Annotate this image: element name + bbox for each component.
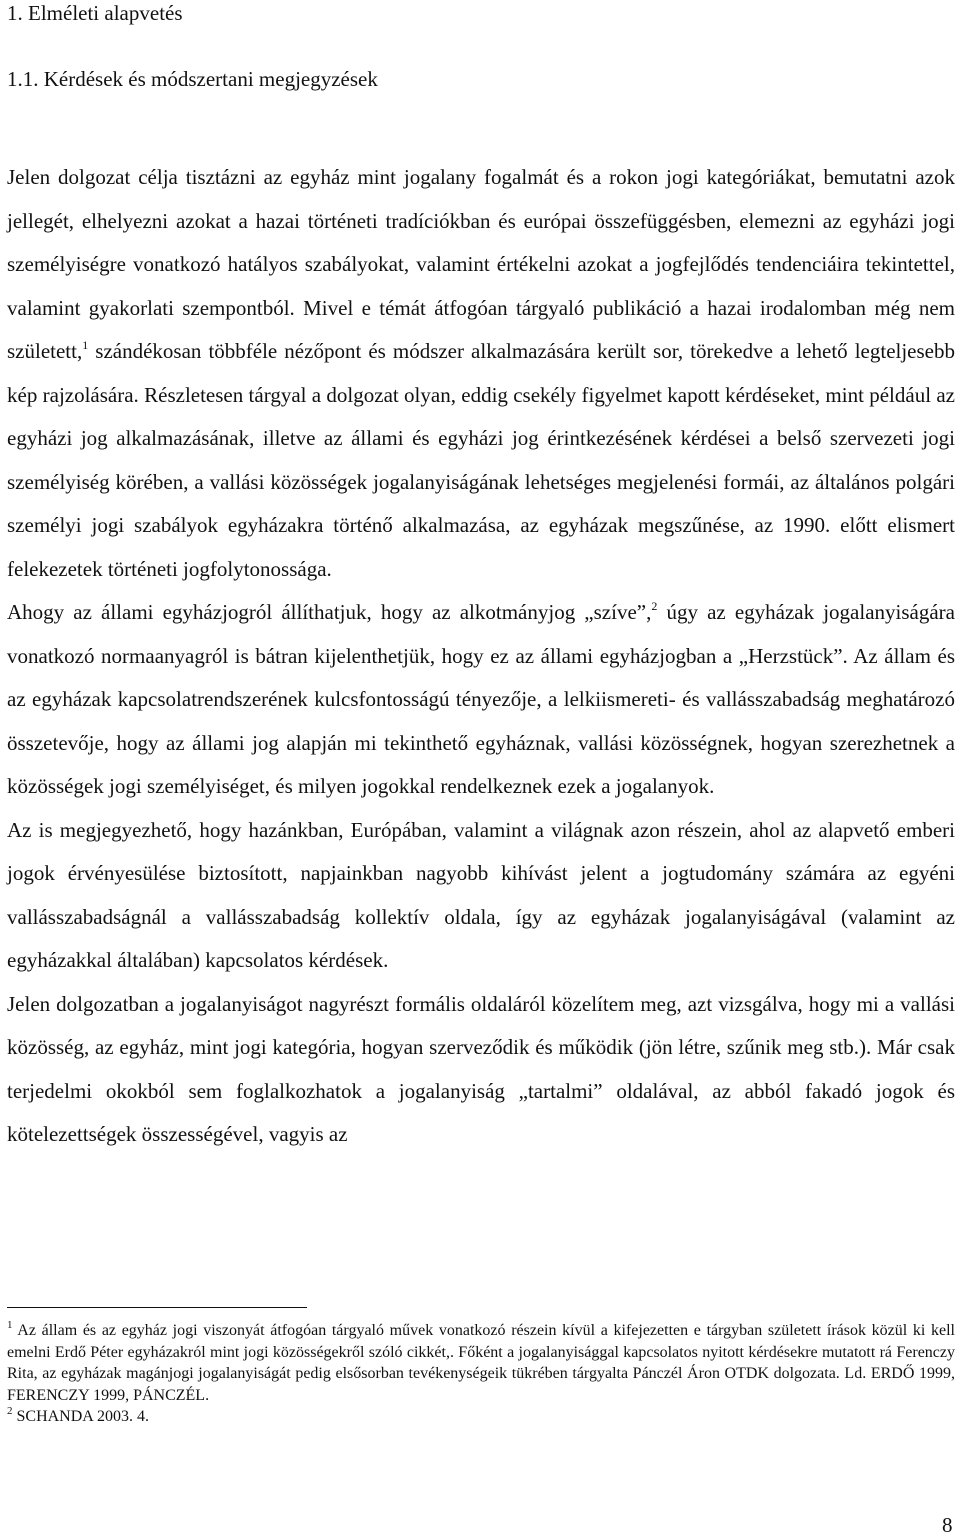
footnote-ref-1[interactable]: 1 — [82, 338, 89, 352]
footnote-1-text: Az állam és az egyház jogi viszonyát átfogóan tárgyaló művek vonatkozó részein kívül a kifejezetten e tárgyban született írások közül ki kell emelni Erdő Péter egyházakról mint jogi közösségekről szóló cikkét,. Főként a jogalanyisággal kapcsolatos nyitott kérdésekre mutatott rá Ferenczy Rita, az egyházak magánjogi jogalanyiságát pedig elsősorban tevékenységeik tükrében tárgyalta Pánczél Áron OTDK dolgozata. Ld. ERDŐ 1999, FERENCZY 1999, PÁNCZÉL. — [7, 1322, 955, 1404]
page-number: 8 — [942, 1513, 953, 1537]
paragraph-4: Jelen dolgozatban a jogalanyiságot nagyrészt formális oldaláról közelítem meg, azt vizsgálva, hogy mi a vallási közösség, az egyház, mint jogi kategória, hogyan szerveződik és működik (jön létre, szűnik meg stb.). Már csak terjedelmi okokból sem foglalkozhatok a jogalanyiság „tartalmi” oldalával, az abból fakadó jogok és kötelezettségek összességével, vagyis az — [7, 991, 955, 1146]
chapter-heading: 1. Elméleti alapvetés — [7, 1, 183, 25]
paragraph-2 — [7, 591, 955, 809]
paragraph-2-text-a: Ahogy az állami egyházjogról állíthatjuk, hogy az alkotmányjog „szíve”, — [7, 600, 652, 624]
paragraph-1-text-b: szándékosan többféle nézőpont és módszer alkalmazására került sor, törekedve a lehető legteljesebb kép rajzolására. Részletesen tárgyal a dolgozat olyan, eddig csekély figyelmet kapott kérdéseket, mint például az egyházi jog alkalmazásának, illetve az állami és egyházi jog érintkezésének kérdései a belső szervezeti jogi személyiség körében, a vallási közösségek jogalanyiságának lehetséges megjelenési formái, az általános polgári személyi jogi szabályok egyházakra történő alkalmazása, az egyházak megszűnése, az 1990. előtt elismert felekezetek történeti jogfolytonossága. — [7, 339, 955, 581]
paragraph-2-text-b: úgy az egyházak jogalanyiságára vonatkozó normaanyagról is bátran kijelenthetjük, hogy ez az állami egyházjogban a „Herzstück”. Az állam és az egyházak kapcsolatrendszerének kulcsfontosságú tényezője, a lelkiismereti- és vallásszabadság meghatározó összetevője, hogy az állami jog alapján mi tekinthető egyháznak, vallási közösségnek, hogyan szerezhetnek a közösségek jogi személyiséget, és milyen jogokkal rendelkeznek ezek a jogalanyok. — [7, 600, 955, 798]
body-text — [7, 156, 955, 1157]
footnote-1 — [7, 1320, 955, 1406]
footnote-1-number: 1 — [7, 1319, 13, 1331]
footnote-2-text: SCHANDA 2003. 4. — [12, 1408, 149, 1425]
section-heading: 1.1. Kérdések és módszertani megjegyzések — [7, 67, 378, 91]
paragraph-3: Az is megjegyezhető, hogy hazánkban, Európában, valamint a világnak azon részein, ahol az alapvető emberi jogok érvényesülése biztosított, napjainkban nagyobb kihívást jelent a jogtudomány számára az egyéni vallásszabadságnál a vallásszabadság kollektív oldala, így az egyházak jogalanyiságával (valamint az egyházakkal általában) kapcsolatos kérdések. — [7, 817, 955, 972]
paragraph-1 — [7, 156, 955, 591]
footnote-2-number: 2 — [7, 1405, 13, 1417]
footnote-2 — [7, 1406, 955, 1428]
footnote-separator — [7, 1307, 307, 1308]
footnotes — [7, 1320, 955, 1428]
footnote-ref-2[interactable]: 2 — [651, 599, 658, 613]
paragraph-1-text-a: Jelen dolgozat célja tisztázni az egyház mint jogalany fogalmát és a rokon jogi kategóriákat, bemutatni azok jellegét, elhelyezni azokat a hazai történeti tradíciókban és európai összefüggésben, elemezni az egyházi jogi személyiségre vonatkozó hatályos szabályokat, valamint értékelni azokat a jogfejlődés tendenciáira tekintettel, valamint gyakorlati szempontból. Mivel e témát átfogóan tárgyaló publikáció a hazai irodalomban még nem született, — [7, 165, 955, 363]
